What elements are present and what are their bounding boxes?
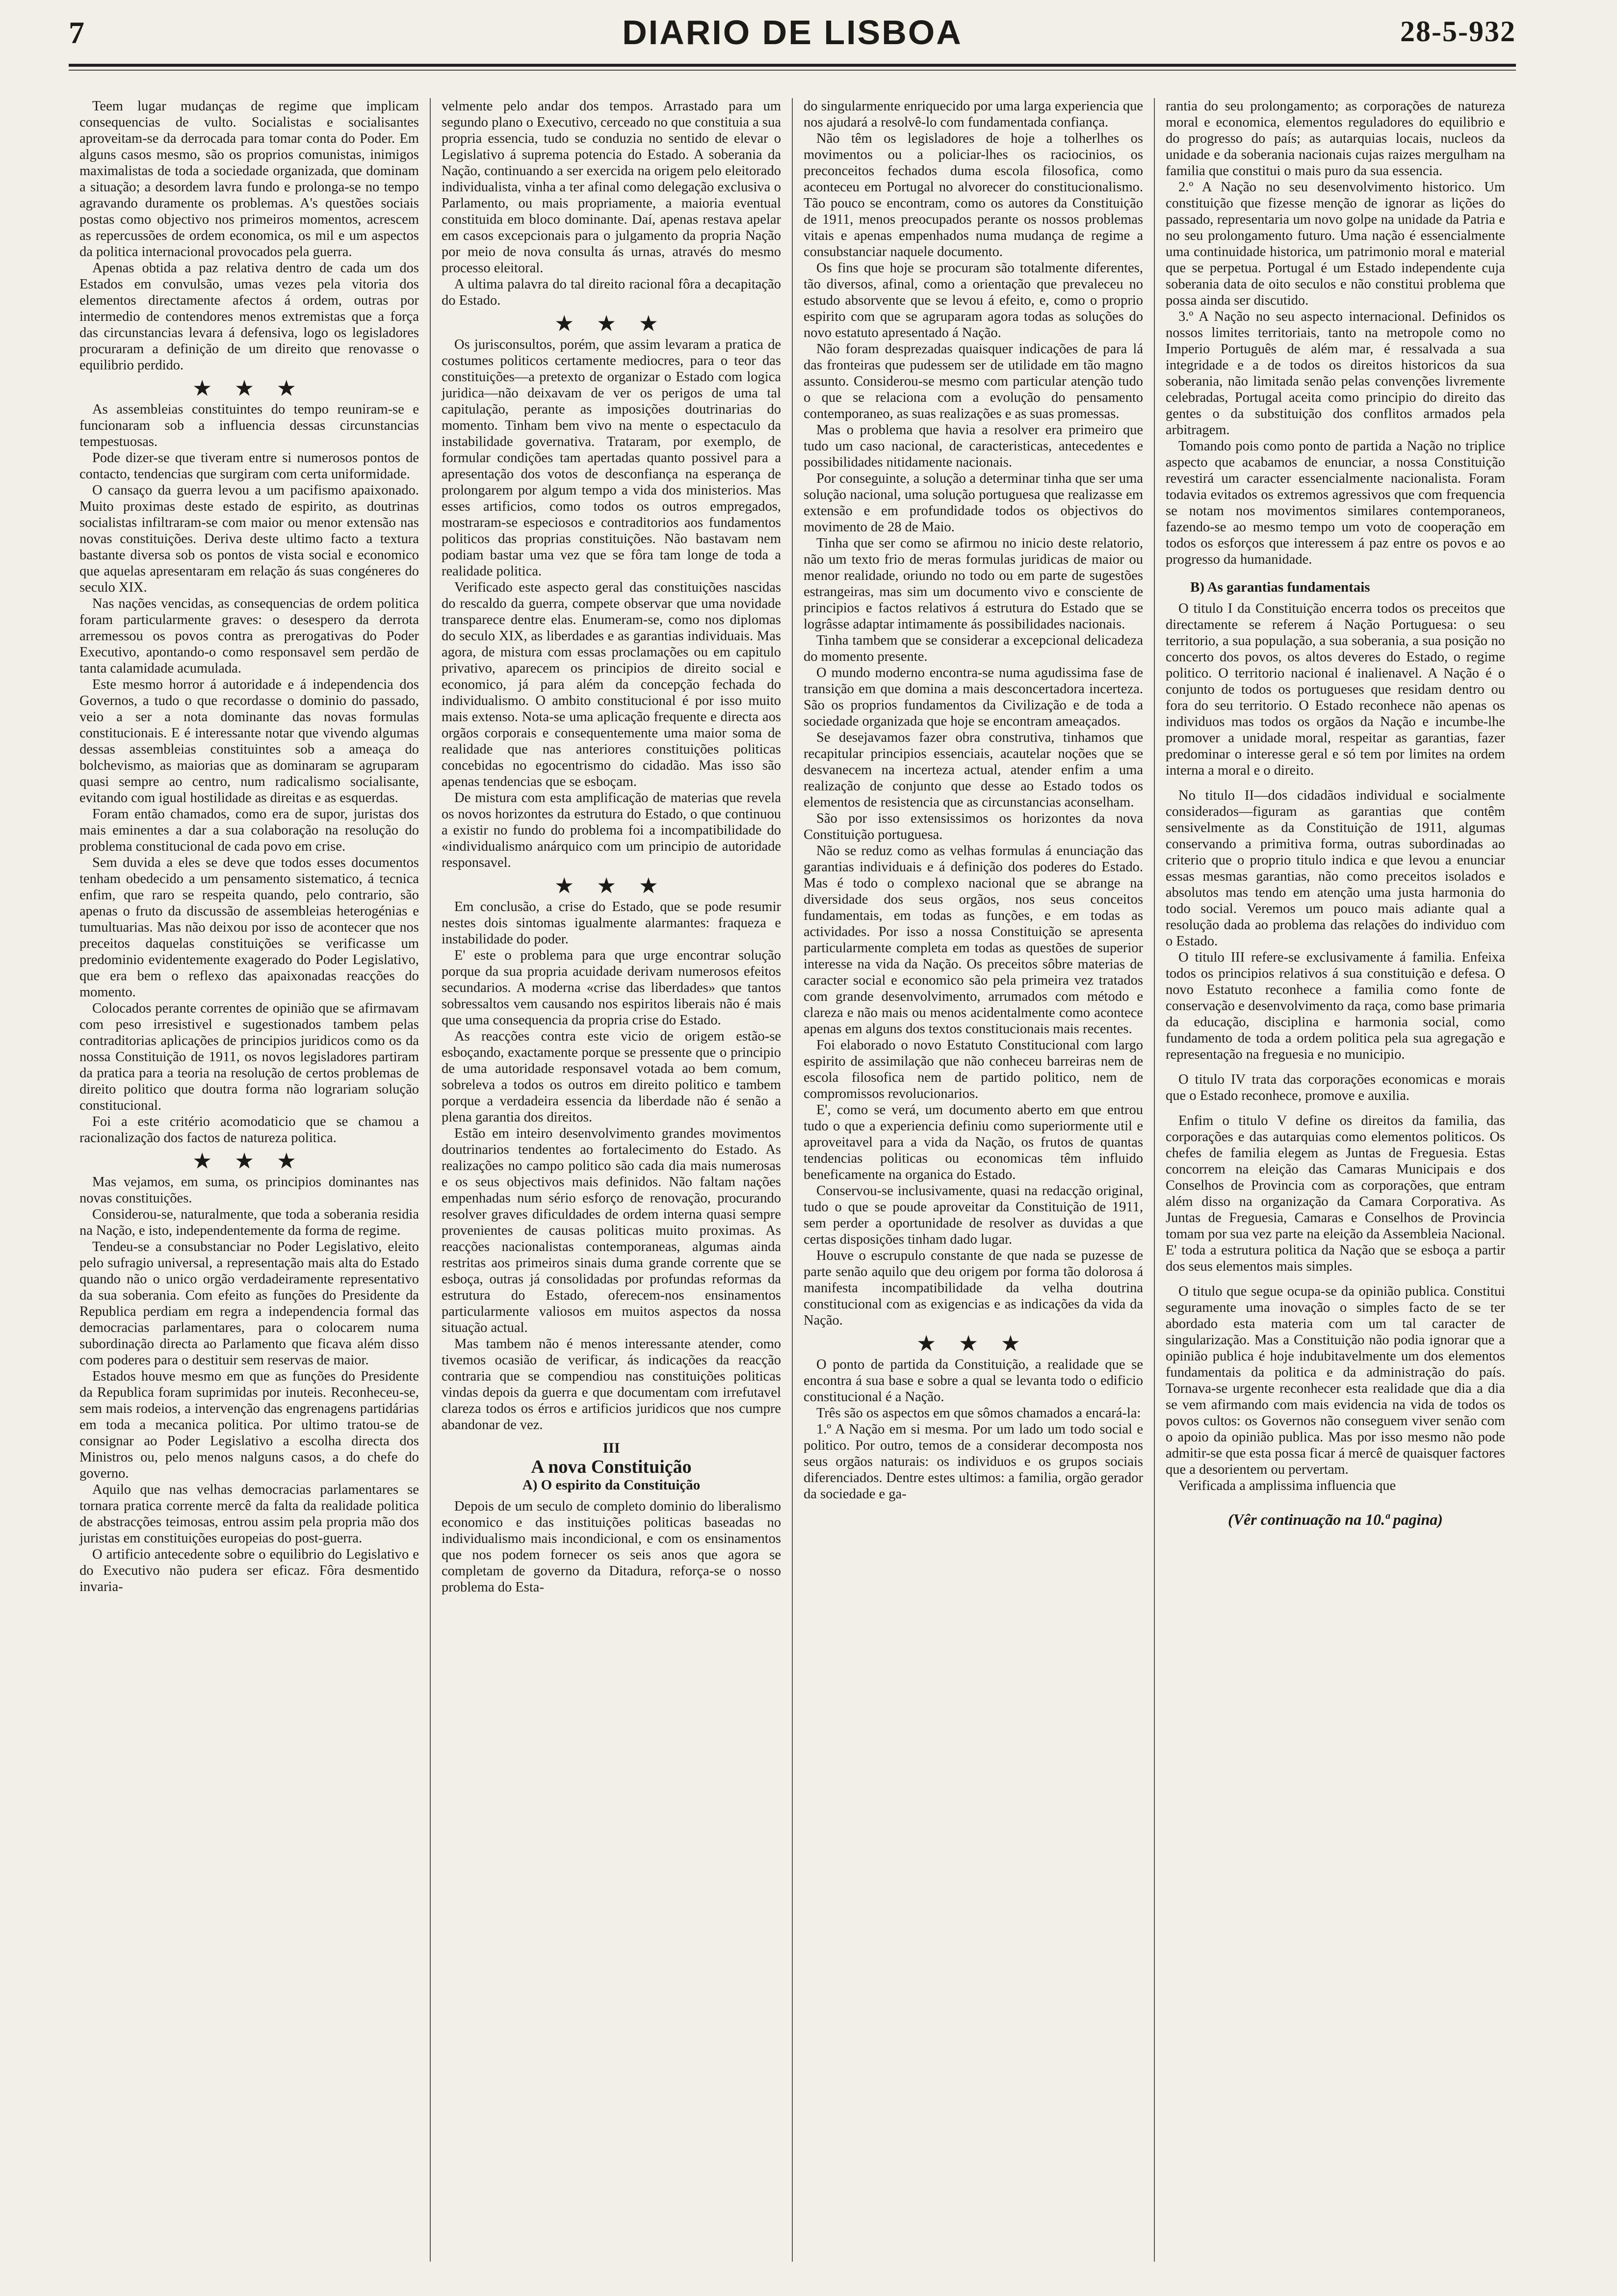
paragraph: Teem lugar mudanças de regime que implicam consequencias de vulto. Socialistas e socialisantes aproveitam-se da derrocada para tomar conta do Poder. Em alguns casos mesmo, são os proprios comunistas, inimigos maximalistas de toda a sociedade organizada, que dominam a situação; a desordem lavra fundo e prolonga-se no tempo agravando duramente os problemas. A's questões sociais postas como objectivo nos primeiros momentos, acrescem as repercussões de ordem economica, os mil e um aspectos da politica internacional provocados pela guerra. bbox=[79, 99, 419, 260]
paragraph: Tomando pois como ponto de partida a Nação no triplice aspecto que acabamos de enunciar, a nossa Constituição revestirá um caracter essencialmente nacionalista. Foram todavia evitados os extremos agressivos que com frequencia se notam nos movimentos similares contemporaneos, fazendo-se ao mesmo tempo um voto de cooperação em todos os esforços que interessem á paz entre os povos e ao progresso da humanidade. bbox=[1166, 439, 1505, 567]
section-stars: ★ ★ ★ bbox=[555, 313, 667, 335]
paragraph: Foi elaborado o novo Estatuto Constitucional com largo espirito de assimilação que não conheceu barreiras nem de escola filosofica nem de partido politico, nem de compromissos revolucionarios. bbox=[804, 1038, 1143, 1101]
paragraph: Verificada a amplissima influencia que bbox=[1178, 1478, 1396, 1493]
paragraph: Este mesmo horror á autoridade e á independencia dos Governos, a tudo o que recordasse o dominio do passado, veio a ser a nota dominante das novas formulas constitucionais. E é interessante notar que vivendo algumas dessas assembleias constituintes sob a ameaça do bolchevismo, as maiorias que as dominaram se agruparam quasi sempre ao centro, num radicalismo socialisante, evitando com igual hostilidade as direitas e as esquerdas. bbox=[79, 677, 419, 806]
header-rule-thin bbox=[69, 70, 1516, 71]
issue-date: 28-5-932 bbox=[1400, 15, 1516, 48]
paragraph: velmente pelo andar dos tempos. Arrastado para um segundo plano o Executivo, cerceado no que constituia a sua propria essencia, tudo se conduzia no sentido de elevar o Legislativo á suprema potencia do Estado. A soberania da Nação, continuando a ser exercida na origem pelo eleitorado individualista, vinha a ter afinal como delegação exclusiva o Parlamento, ou mais propriamente, a maioria eventual constituida em bloco dominante. Daí, apenas restava apelar em casos excepcionais para o julgamento da propria Nação por meio de nova consulta ás urnas, através do mesmo processo eleitoral. bbox=[442, 99, 781, 276]
paragraph: Considerou-se, naturalmente, que toda a soberania residia na Nação, e isto, independentemente da forma de regime. bbox=[79, 1207, 419, 1238]
paragraph: 2.º A Nação no seu desenvolvimento historico. Um constituição que fizesse menção de ignorar as lições do passado, representaria um novo golpe na unidade da Patria e no seu prolongamento futuro. Uma nação é essencialmente uma continuidade historica, um patrimonio moral e material que se perpetua. Portugal é um Estado independente cuja soberania data de oito seculos e não constitui problema que possa ainda ser discutido. bbox=[1166, 180, 1505, 308]
page-number: 7 bbox=[69, 15, 84, 50]
paragraph: Depois de um seculo de completo dominio do liberalismo economico e das instituições politicas baseadas no individualismo mais incondicional, e com os ensinamentos que nos podem fornecer os seis anos que agora se completam de governo da Ditadura, reforça-se o nosso problema do Esta- bbox=[442, 1499, 781, 1595]
paragraph: De mistura com esta amplificação de materias que revela os novos horizontes da estrutura do Estado, o que continuou a existir no fundo do problema foi a incompatibilidade do «individualismo anárquico com um principio de autoridade responsavel. bbox=[442, 790, 781, 870]
paragraph: Tendeu-se a consubstanciar no Poder Legislativo, eleito pelo sufragio universal, a representação mais alta do Estado quando não o unico orgão verdadeiramente representativo da sua soberania. Com efeito as funções do Presidente da Republica perdiam em regra a independencia formal das democracias parlamentares, para o colocarem numa subordinação directa ao Parlamento que ficava além disso com poderes para o destituir sem reservas de maior. bbox=[79, 1239, 419, 1368]
paragraph: Conservou-se inclusivamente, quasi na redacção original, tudo o que se poude aproveitar da Constituição de 1911, sem perder a oportunidade de resolver as duvidas a que certas disposições tinham dado lugar. bbox=[804, 1183, 1143, 1247]
column-3 bbox=[793, 98, 1155, 2262]
paragraph: rantia do seu prolongamento; as corporações de natureza moral e economica, elementos reguladores do equilibrio e do progresso do país; as autarquias locais, nucleos da unidade e da soberania nacionais cujas raizes mergulham na familia que constitui o mais puro da sua essencia. bbox=[1166, 99, 1505, 179]
paragraph: Sem duvida a eles se deve que todos esses documentos tenham obedecido a um pensamento sistematico, á tecnica enfim, que raro se respeita quando, pelo contrario, são apenas o fruto da discussão de assembleias heterogénias e tumultuarias. Mas não deixou por isso de acontecer que nos preceitos daquelas constituições se verificasse um predominio evidentemente exagerado do Poder Legislativo, que era bem o reflexo das apaixonadas reacções do momento. bbox=[79, 855, 419, 1000]
paragraph: Não se reduz como as velhas formulas á enunciação das garantias individuais e á definição dos poderes do Estado. Mas é todo o complexo nacional que se abrange na diversidade dos seus orgãos, nos seus conceitos fundamentais, em todas as funções, e em todas as actividades. Por isso a nossa Constituição se apresenta particularmente completa em todas as questões de superior interesse na vida da Nação. Os preceitos sôbre materias de caracter social e economico são pela primeira vez tratados com grande desenvolvimento, arrumados com método e clareza e não mais ou menos acidentalmente como acontece apenas em alguns dos textos constitucionais mais recentes. bbox=[804, 843, 1143, 1037]
paragraph: Estados houve mesmo em que as funções do Presidente da Republica foram suprimidas por inuteis. Reconheceu-se, sem mais rodeios, a intervenção das engrenagens partidárias em toda a mecanica politica. Por ultimo tratou-se de consignar ao Poder Legislativo a escolha directa dos Ministros ou, pelo menos nalguns casos, a do chefe do governo. bbox=[79, 1369, 419, 1481]
paragraph: Foram então chamados, como era de supor, juristas dos mais eminentes a dar a sua colaboração na resolução do problema constitucional de cada povo em crise. bbox=[79, 807, 419, 854]
section-subtitle: A) O espirito da Constituição bbox=[522, 1477, 701, 1493]
paragraph: No titulo II—dos cidadãos individual e socialmente considerados—figuram as garantias que contêm sensivelmente as da Constituição de 1911, algumas conservando a primitiva forma, outras subordinadas ao criterio que o proprio titulo indica e que levou a enunciar essas mesmas garantias, não como preceitos isolados e absolutos mas tendo em atenção uma justa harmonia do todo social. Veremos um pouco mais adiante qual a resolução dada ao problema das relações do individuo com o Estado. bbox=[1166, 788, 1505, 949]
paragraph: Os fins que hoje se procuram são totalmente diferentes, tão diversos, afinal, como a orientação que prevaleceu no estudo absorvente que se levou á efeito, e, como o proprio espirito com que se agruparam agora todas as soluções do novo estatuto apresentado á Nação. bbox=[804, 261, 1143, 340]
header-rule bbox=[69, 64, 1516, 67]
paragraph: Houve o escrupulo constante de que nada se puzesse de parte senão aquilo que deu origem por forma tão dolorosa á manifesta incompatibilidade da velha doutrina constitucional com as exigencias e as indicações da vida da Nação. bbox=[804, 1248, 1143, 1328]
paragraph: São por isso extensissimos os horizontes da nova Constituição portuguesa. bbox=[804, 811, 1143, 842]
column-1 bbox=[69, 98, 431, 2262]
paragraph: O titulo que segue ocupa-se da opinião publica. Constitui seguramente uma inovação o simples facto de se ter abordado esta materia com um tal caracter de singularização. Mas a Constituição não podia ignorar que a opinião publica é hoje indubitavelmente um dos elementos fundamentais da politica e da administração do país. Tornava-se urgente reconhecer esta realidade que dia a dia se vem afirmando com mais evidencia na vida de todos os povos cultos: os Governos não conseguem viver senão com o apoio da opinião publica. Mas por isso mesmo não pode admitir-se que esta possa ficar á mercê de quaisquer factores que a desorientem ou pervertam. bbox=[1166, 1284, 1505, 1477]
paragraph: Em conclusão, a crise do Estado, que se pode resumir nestes dois sintomas igualmente alarmantes: fraqueza e instabilidade do poder. bbox=[442, 899, 781, 947]
paragraph: O ponto de partida da Constituição, a realidade que se encontra á sua base e sobre a qual se levanta todo o edificio constitucional é a Nação. bbox=[804, 1357, 1143, 1405]
paragraph: O titulo I da Constituição encerra todos os preceitos que directamente se referem á Nação Portuguesa: o seu territorio, a sua população, a sua soberania, a sua posição no concerto dos povos, os altos deveres do Estado, o regime politico. O territorio nacional é inalienavel. A Nação é o conjunto de todos os portugueses que residam dentro ou fora do seu territorio. O Estado reconhece não apenas os individuos mas todos os orgãos da Nação e incumbe-lhe promover a unidade moral, respeitar as garantias, fazer predominar o interesse geral e só tem por limites na ordem interna a moral e o direito. bbox=[1166, 601, 1505, 778]
column-4 bbox=[1155, 98, 1516, 2262]
paragraph: Apenas obtida a paz relativa dentro de cada um dos Estados em convulsão, umas vezes pela vitoria dos elementos directamente afectos á ordem, outras por intermedio de contendores menos extremistas que a força das circunstancias levara á defensiva, logo os legisladores procuraram a definição de um direito que renovasse o equilibrio perdido. bbox=[79, 261, 419, 373]
section-stars: ★ ★ ★ bbox=[193, 1150, 305, 1172]
paragraph: Mas vejamos, em suma, os principios dominantes nas novas constituições. bbox=[79, 1174, 419, 1206]
paragraph: do singularmente enriquecido por uma larga experiencia que nos ajudará a resolvê-lo com fundamentada confiança. bbox=[804, 99, 1143, 130]
paragraph: Não têm os legisladores de hoje a tolherlhes os movimentos ou a policiar-lhes os raciocinios, os preconceitos fechados duma escola filosofica, como aconteceu em Portugal no alvorecer do constitucionalismo. Tão pouco se encontram, como os autores da Constituição de 1911, menos preocupados perante os nossos problemas vitais e apenas empenhados numa mudança de regime a consubstanciar naquele documento. bbox=[804, 131, 1143, 260]
section-stars: ★ ★ ★ bbox=[193, 377, 305, 399]
column-2 bbox=[431, 98, 793, 2262]
section-title: A nova Constituição bbox=[531, 1457, 692, 1477]
masthead bbox=[69, 11, 1516, 60]
paragraph: Tinha que ser como se afirmou no inicio deste relatorio, não um texto frio de meras formulas juridicas de maior ou menor realidade, oriundo no todo ou em parte de sugestões estrangeiras, mas sim um documento vivo e consciente de principios e factos relativos á estrutura do Estado que se logrâsse adaptar intimamente ás possibilidades nacionais. bbox=[804, 536, 1143, 632]
paragraph: Não foram desprezadas quaisquer indicações de para lá das fronteiras que pudessem ser de utilidade em tão magno assunto. Considerou-se mesmo com particular atenção tudo o que se relaciona com a evolução do pensamento contemporaneo, as suas realizações e as suas promessas. bbox=[804, 341, 1143, 421]
paragraph: Verificado este aspecto geral das constituições nascidas do rescaldo da guerra, compete observar que uma novidade transparece dentre elas. Enumeram-se, como nos diplomas do seculo XIX, as liberdades e as garantias individuais. Mas agora, de mistura com essas proclamações ou em capitulo privativo, aparecem os principios de direito social e economico, já para além da concepção fechada do individualismo. O ambito constitucional é por isso muito mais extenso. Nota-se uma aplicação frequente e directa aos orgãos corporais e consequentemente uma maior soma de realidade que nas anteriores constituições politicas concebidas no egocentrismo do cidadão. Mas isso são apenas tendencias que se esboçam. bbox=[442, 580, 781, 789]
paragraph: Enfim o titulo V define os direitos da familia, das corporações e das autarquias como elementos politicos. Os chefes de familia elegem as Juntas de Freguesia. Estas concorrem na eleição das Camaras Municipais e dos Conselhos de Provincia com as corporações, que entram além disso na organização da Camara Corporativa. As Juntas de Freguesia, Camaras e Conselhos de Provincia tomam por sua vez parte na eleição da Assembleia Nacional. E' toda a estrutura politica da Nação que se esboça a partir dos seus elementos mais simples. bbox=[1166, 1113, 1505, 1274]
paragraph: Estão em inteiro desenvolvimento grandes movimentos doutrinarios tendentes ao fortalecimento do Estado. As realizações no campo politico são cada dia mais numerosas e os seus objectivos mais definidos. Não faltam nações empenhadas num sério esforço de renovação, procurando resolver graves dificuldades de ordem interna quasi sempre provenientes de causas politicas muito proximas. As reacções nacionalistas contemporaneas, algumas ainda restritas aos primeiros sinais duma grande corrente que se esboça, outras já consolidadas por profundas reformas da estrutura do Estado, oferecem-nos ensinamentos particularmente valiosos em muitos aspectos da nossa situação actual. bbox=[442, 1126, 781, 1335]
paragraph: 1.º A Nação em si mesma. Por um lado um todo social e politico. Por outro, temos de a considerar decomposta nos seus orgãos naturais: os individuos e os grupos sociais diferenciados. Dentre estes ultimos: a familia, orgão gerador da sociedade e ga- bbox=[804, 1422, 1143, 1502]
paragraph: As reacções contra este vicio de origem estão-se esboçando, exactamente porque se pressente que o principio de uma autoridade responsavel votada ao bem comum, sobreleva a todos os outros em direito politico e tambem porque a verdadeira essencia da liberdade não é senão a plena garantia dos direitos. bbox=[442, 1029, 781, 1125]
paragraph: 3.º A Nação no seu aspecto internacional. Definidos os nossos limites territoriais, tanto na metropole como no Imperio Português de além mar, é ressalvada a sua integridade e a de todos os direitos historicos da sua soberania, não limitada senão pelas convenções livremente celebradas, Portugal aceita como principio do direito das gentes o da substituição dos conflitos armados pela arbitragem. bbox=[1166, 309, 1505, 438]
paragraph: Nas nações vencidas, as consequencias de ordem politica foram particularmente graves: o desespero da derrota arremessou os povos contra as prerogativas do Poder Executivo, apontando-o como responsavel sem perdão de tanta calamidade acumulada. bbox=[79, 596, 419, 676]
paragraph: Colocados perante correntes de opinião que se afirmavam com peso irresistivel e sugestionados tambem pelas contraditorias aplicações de principios juridicos como os da nossa Constituição de 1911, os novos legisladores partiram da pratica para a teoria na resolução de certos problemas de direito politico que doutra forma não lograriam solução constitucional. bbox=[79, 1001, 419, 1113]
paragraph: As assembleias constituintes do tempo reuniram-se e funcionaram sob a influencia dessas circunstancias tempestuosas. bbox=[79, 402, 419, 449]
paragraph: Mas o problema que havia a resolver era primeiro que tudo um caso nacional, de caracteristicas, antecedentes e possibilidades nitidamente nacionais. bbox=[804, 422, 1143, 470]
paragraph: A ultima palavra do tal direito racional fôra a decapitação do Estado. bbox=[442, 277, 781, 308]
paragraph: Os jurisconsultos, porém, que assim levaram a pratica de costumes politicos certamente mediocres, para o teor das constituições—a pretexto de organizar o Estado com logica juridica—não deixavam de ver os perigos de uma tal capitulação, perante as imposições doutrinarias do momento. Tinham bem vivo na mente o espectaculo da instabilidade governativa. Trataram, por exemplo, de formular condições tam apertadas quanto possivel para a apresentação dos votos de desconfiança na esperança de prolongarem por algum tempo a vida dos ministerios. Mas esses artificios, como todos os outros empregados, mostraram-se especiosos e contraditorios aos fundamentos politicos das proprias constituições. Não bastavam nem podiam bastar uma vez que se fôra tam longe de toda a realidade politica. bbox=[442, 337, 781, 579]
paragraph: Três são os aspectos em que sômos chamados a encará-la: bbox=[816, 1406, 1141, 1421]
paragraph: Se desejavamos fazer obra construtiva, tinhamos que recapitular principios essenciais, acautelar noções que se desvanecem na incerteza actual, atender enfim a uma realização de conjunto que desse ao Estado todos os elementos de resistencia que as circunstancias aconselham. bbox=[804, 730, 1143, 810]
paragraph: O titulo III refere-se exclusivamente á familia. Enfeixa todos os principios relativos á sua constituição e defesa. O novo Estatuto reconhece a familia como fonte de conservação e desenvolvimento da raça, como base primaria da educação, disciplina e harmonia social, como fundamento de toda a ordem politica pela sua agregação e representação na freguesia e no municipio. bbox=[1166, 950, 1505, 1062]
article-columns bbox=[69, 98, 1516, 2262]
newspaper-title: DIARIO DE LISBOA bbox=[622, 13, 963, 52]
paragraph: Pode dizer-se que tiveram entre si numerosos pontos de contacto, tendencias que surgiram com certa uniformidade. bbox=[79, 450, 419, 482]
section-subtitle: B) As garantias fundamentais bbox=[1190, 579, 1370, 595]
paragraph: O mundo moderno encontra-se numa agudissima fase de transição em que domina a mais desconcertadora incerteza. São os proprios fundamentos da Civilização e de toda a sociedade organizada que hoje se encontram ameaçados. bbox=[804, 665, 1143, 729]
paragraph: E', como se verá, um documento aberto em que entrou tudo o que a experiencia definiu como superiormente util e aproveitavel para a vida da Nação, os frutos de quantas tendencias politicas ou economicas têm influido beneficamente na organica do Estado. bbox=[804, 1102, 1143, 1182]
continuation-note: (Vêr continuação na 10.ª pagina) bbox=[1228, 1511, 1443, 1528]
paragraph: Tinha tambem que se considerar a excepcional delicadeza do momento presente. bbox=[804, 633, 1143, 664]
paragraph: O titulo IV trata das corporações economicas e morais que o Estado reconhece, promove e auxilia. bbox=[1166, 1072, 1505, 1103]
paragraph: Aquilo que nas velhas democracias parlamentares se tornara pratica corrente mercê da falta da realidade politica de abstracções teimosas, entrou assim pela propria mão dos juristas em constituições europeias do post-guerra. bbox=[79, 1482, 419, 1546]
paragraph: O artificio antecedente sobre o equilibrio do Legislativo e do Executivo não pudera ser eficaz. Fôra desmentido invaria- bbox=[79, 1547, 419, 1594]
section-number: III bbox=[602, 1440, 620, 1456]
section-stars: ★ ★ ★ bbox=[555, 875, 667, 897]
section-stars: ★ ★ ★ bbox=[917, 1332, 1029, 1355]
paragraph: Por conseguinte, a solução a determinar tinha que ser uma solução nacional, uma solução portuguesa que realizasse em extensão e em profundidade todos os objectivos do movimento de 28 de Maio. bbox=[804, 471, 1143, 535]
paragraph: E' este o problema para que urge encontrar solução porque da sua propria acuidade derivam numerosos efeitos secundarios. A moderna «crise das liberdades» que tantos sobressaltos vem causando nos espiritos liberais não é mais que uma consequencia da propria crise do Estado. bbox=[442, 948, 781, 1028]
paragraph: O cansaço da guerra levou a um pacifismo apaixonado. Muito proximas deste estado de espirito, as doutrinas socialistas infiltraram-se com maior ou menor extensão nas novas constituições. Deriva deste ultimo facto a textura bastante diversa sob os pontos de vista social e economico que aquelas apresentaram em relação ás suas congéneres do seculo XIX. bbox=[79, 483, 419, 595]
paragraph: Mas tambem não é menos interessante atender, como tivemos ocasião de verificar, ás indicações da reacção contraria que se compendiou nas constituições politicas vindas depois da guerra e que documentam com irrefutavel clareza todos os érros e artificios juridicos que nos cumpre abandonar de vez. bbox=[442, 1336, 781, 1433]
paragraph: Foi a este critério acomodaticio que se chamou a racionalização dos factos de natureza politica. bbox=[79, 1114, 419, 1146]
